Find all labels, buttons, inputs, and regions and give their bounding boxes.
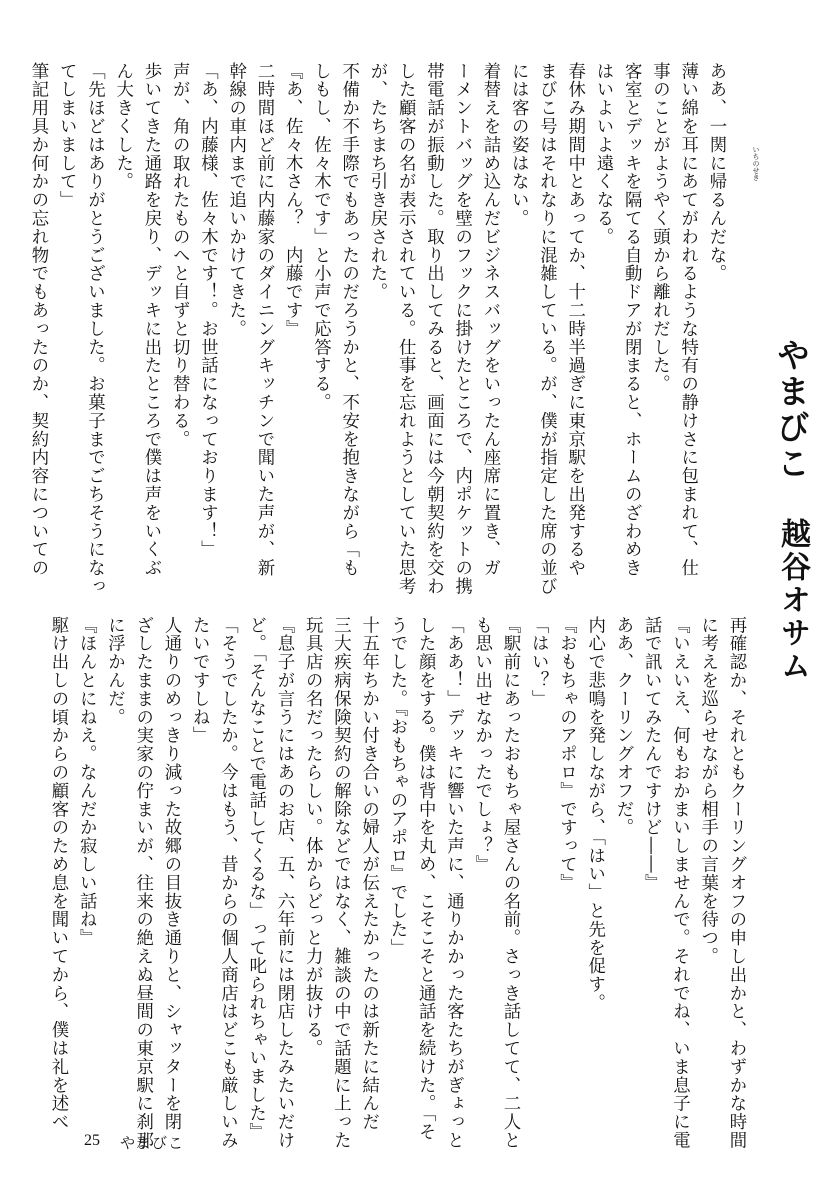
author-name: 越谷オサム — [775, 518, 810, 683]
text-line: うでした。『おもちゃのアポロ』でした」 — [387, 616, 407, 957]
text-line: 『息子が言うにはあのお店、五、六年前には閉店したみたいだけ — [274, 616, 294, 1150]
ruby-annotation: いちのせき — [752, 146, 760, 181]
text-block-upper — [28, 62, 730, 596]
text-line: 再確認か、それともクーリングオフの申し出かと、わずかな時間 — [726, 616, 746, 1150]
text-line: が、たちまち引き戻された。 — [367, 62, 387, 302]
text-line: ああ、一関に帰るんだな。 — [706, 62, 726, 283]
text-line: ああ、クーリングオフだ。 — [613, 616, 633, 837]
text-line: たいですしね」 — [189, 616, 210, 745]
text-line: した顔をする。僕は背中を丸め、こそこそと通話を続けた。「そ — [415, 616, 436, 1141]
running-title: やまびこ — [120, 1134, 185, 1152]
text-line: 人通りのめっきり減った故郷の目抜き通りと、シャッターを閉 — [161, 616, 181, 1132]
text-line: 不備か不手際でもあったのだろうかと、不安を抱きながら「も — [338, 62, 359, 578]
page-number: 25 — [84, 1132, 100, 1149]
text-line: てしまいまして」 — [56, 62, 77, 210]
text-line: 着替えを詰め込んだビジネスバッグをいったん座席に置き、ガ — [480, 62, 500, 578]
text-line: しもし、佐々木です」と小声で応答する。 — [310, 62, 331, 412]
text-line: 内心で悲鳴を発しながら、「はい」と先を促す。 — [584, 616, 605, 1013]
text-line: も思い出せなかったでしょ？』 — [471, 616, 492, 874]
text-line: 『あ、佐々木さん？ 内藤です』 — [282, 62, 303, 338]
text-line: 「はい？」 — [528, 616, 549, 708]
text-line: 「そうでしたか。今はもう、昔からの個人商店はどこも厳しいみ — [217, 616, 238, 1150]
text-line: 帯電話が振動した。取り出してみると、画面には今朝契約を交わ — [423, 62, 444, 596]
text-line: 薄い綿を耳にあてがわれるような特有の静けさに包まれて、仕 — [677, 62, 698, 578]
text-line: 「あ、内藤様、佐々木です！。お世話になっております！」 — [197, 62, 218, 559]
text-line: 『ほんとにねえ。なんだか寂しい話ね』 — [76, 616, 97, 948]
text-line: ーメントバッグを壁のフックに掛けたところで、内ポケットの携 — [451, 62, 472, 596]
text-line: はいよいよ遠くなる。 — [593, 62, 613, 246]
text-line: 三大疾病保険契約の解除などではなく、雑談の中で話題に上った — [330, 616, 351, 1150]
text-line: 『おもちゃのアポロ』ですって』 — [556, 616, 577, 892]
text-line: 話で訊いてみたんですけど――』 — [641, 616, 662, 892]
text-line: 春休み期間中とあってか、十二時半過ぎに東京駅を出発するや — [564, 62, 585, 578]
text-line: 「ああ！」デッキに響いた声に、通りかかった客たちがぎょっと — [443, 616, 464, 1150]
text-line: 駆け出しの頃からの顧客のため息を聞いてから、僕は礼を述べ — [48, 616, 68, 1132]
text-line: 歩いてきた通路を戻り、デッキに出たところで僕は声をいくぶ — [141, 62, 161, 578]
text-line: 『いえいえ、何もおかまいしませんで。それでね、いま息子に電 — [669, 616, 690, 1150]
text-line: に考えを巡らせながら相手の言葉を待つ。 — [697, 616, 718, 966]
text-line: 「先ほどはありがとうございました。お菓子までごちそうになっ — [84, 62, 105, 596]
text-line: 『駅前にあったおもちゃ屋さんの名前。さっき話してて、二人と — [500, 616, 520, 1150]
text-line: に浮かんだ。 — [104, 616, 125, 727]
text-line: 客室とデッキを隔てる自動ドアが閉まると、ホームのざわめき — [621, 62, 642, 578]
text-line: 二時間ほど前に内藤家のダイニングキッチンで聞いた声が、新 — [254, 62, 274, 578]
text-line: ん大きくした。 — [112, 62, 133, 191]
text-line: には客の姿はない。 — [508, 62, 529, 228]
text-line: 玩具店の名だったらしい。体からどっと力が抜ける。 — [302, 616, 323, 1058]
story-title: やまびこ — [772, 338, 811, 482]
text-line: 声が、角の取れたものへと自ずと切り替わる。 — [169, 62, 190, 449]
text-line: 事のことがようやく頭から離れだした。 — [649, 62, 670, 394]
text-line: 幹線の車内まで追いかけてきた。 — [225, 62, 246, 338]
text-line: 十五年ちかい付き合いの婦人が伝えたかったのは新たに結んだ — [358, 616, 379, 1132]
text-line: した顧客の名が表示されている。仕事を忘れようとしていた思考 — [395, 62, 416, 596]
text-line: まびこ号はそれなりに混雑している。が、僕が指定した席の並び — [536, 62, 557, 596]
text-line: ど。「そんなことで電話してくるな」って叱られちゃいました』 — [245, 616, 266, 1141]
text-line: 筆記用具か何かの忘れ物でもあったのか、契約内容についての — [28, 62, 48, 578]
text-line: ざしたままの実家の佇まいが、往来の絶えぬ昼間の東京駅に刹那 — [132, 616, 153, 1150]
